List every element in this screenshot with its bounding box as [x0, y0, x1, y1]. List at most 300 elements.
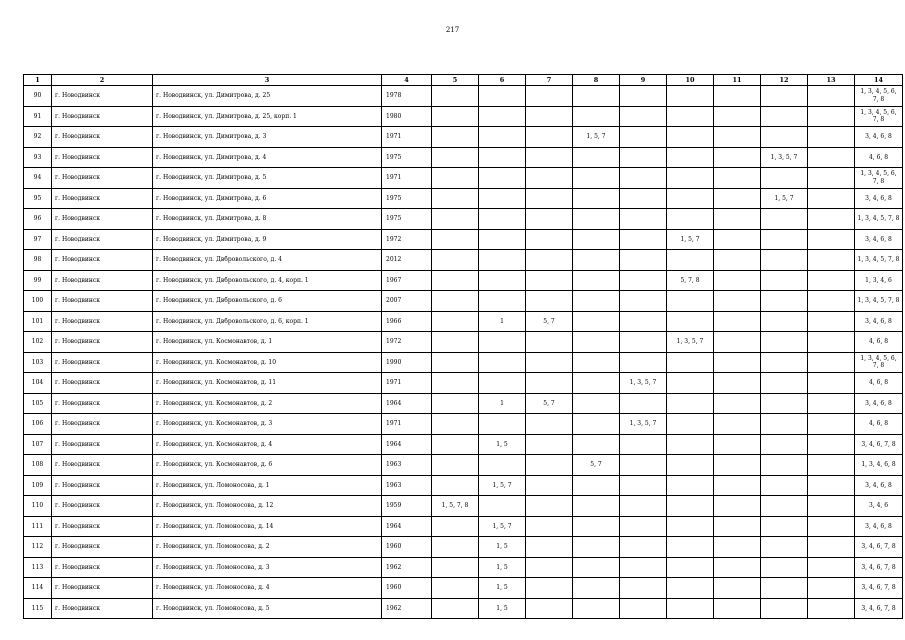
col14-cell: 3, 4, 6, 7, 8	[855, 598, 903, 619]
col8-cell	[573, 311, 620, 332]
address-cell: г. Новодвинск, ул. Космонавтов, д. 4	[153, 434, 382, 455]
col9-cell	[620, 598, 667, 619]
col14-cell: 3, 4, 6, 8	[855, 229, 903, 250]
row-number-cell: 91	[24, 106, 52, 127]
col7-cell	[526, 168, 573, 189]
col11-cell	[714, 414, 761, 435]
table-header-row	[24, 75, 903, 86]
col13-cell	[808, 455, 855, 476]
col12-cell	[761, 291, 808, 312]
col5-cell	[432, 86, 479, 107]
col13-cell	[808, 537, 855, 558]
settlement-cell: г. Новодвинск	[52, 455, 153, 476]
col8-cell	[573, 516, 620, 537]
table-row	[24, 332, 903, 353]
col14-cell: 1, 3, 4, 5, 7, 8	[855, 250, 903, 271]
table-row	[24, 291, 903, 312]
row-number-cell: 103	[24, 352, 52, 373]
address-cell: г. Новодвинск, ул. Ломоносова, д. 14	[153, 516, 382, 537]
col12-cell	[761, 270, 808, 291]
col9-cell	[620, 168, 667, 189]
col7-cell	[526, 291, 573, 312]
col14-cell: 1, 3, 4, 5, 6, 7, 8	[855, 168, 903, 189]
col11-cell	[714, 188, 761, 209]
col12-cell	[761, 168, 808, 189]
col7-cell	[526, 229, 573, 250]
row-number-cell: 97	[24, 229, 52, 250]
year-cell: 1990	[382, 352, 432, 373]
col6-cell	[479, 106, 526, 127]
col6-cell	[479, 86, 526, 107]
col7-cell	[526, 434, 573, 455]
col7-cell	[526, 414, 573, 435]
row-number-cell: 102	[24, 332, 52, 353]
col9-cell	[620, 352, 667, 373]
col11-cell	[714, 127, 761, 148]
col6-cell	[479, 291, 526, 312]
col8-cell	[573, 537, 620, 558]
column-header: 11	[714, 75, 761, 86]
col12-cell	[761, 209, 808, 230]
col13-cell	[808, 147, 855, 168]
col7-cell: 5, 7	[526, 393, 573, 414]
col14-cell: 1, 3, 4, 5, 6, 7, 8	[855, 352, 903, 373]
table-row	[24, 86, 903, 107]
year-cell: 1972	[382, 332, 432, 353]
col8-cell	[573, 147, 620, 168]
col14-cell: 3, 4, 6, 8	[855, 516, 903, 537]
col13-cell	[808, 229, 855, 250]
col12-cell	[761, 352, 808, 373]
col10-cell	[667, 434, 714, 455]
page-number: 217	[445, 26, 460, 34]
col12-cell	[761, 229, 808, 250]
settlement-cell: г. Новодвинск	[52, 557, 153, 578]
address-cell: г. Новодвинск, ул. Димитрова, д. 8	[153, 209, 382, 230]
settlement-cell: г. Новодвинск	[52, 393, 153, 414]
col10-cell	[667, 373, 714, 394]
col13-cell	[808, 291, 855, 312]
col12-cell: 1, 5, 7	[761, 188, 808, 209]
table-row	[24, 455, 903, 476]
column-header: 4	[382, 75, 432, 86]
settlement-cell: г. Новодвинск	[52, 270, 153, 291]
column-header: 5	[432, 75, 479, 86]
col7-cell	[526, 578, 573, 599]
col6-cell	[479, 127, 526, 148]
col13-cell	[808, 516, 855, 537]
col5-cell	[432, 168, 479, 189]
address-cell: г. Новодвинск, ул. Димитрова, д. 5	[153, 168, 382, 189]
col14-cell: 1, 3, 4, 6	[855, 270, 903, 291]
col11-cell	[714, 537, 761, 558]
col10-cell	[667, 516, 714, 537]
settlement-cell: г. Новодвинск	[52, 578, 153, 599]
table-row	[24, 414, 903, 435]
table-row	[24, 188, 903, 209]
col5-cell	[432, 291, 479, 312]
row-number-cell: 92	[24, 127, 52, 148]
col12-cell	[761, 434, 808, 455]
col6-cell	[479, 352, 526, 373]
column-header: 14	[855, 75, 903, 86]
col11-cell	[714, 270, 761, 291]
col6-cell: 1	[479, 311, 526, 332]
col8-cell	[573, 557, 620, 578]
col12-cell	[761, 537, 808, 558]
table-row	[24, 168, 903, 189]
col11-cell	[714, 496, 761, 517]
col11-cell	[714, 147, 761, 168]
col9-cell	[620, 455, 667, 476]
settlement-cell: г. Новодвинск	[52, 106, 153, 127]
col5-cell	[432, 352, 479, 373]
col12-cell	[761, 250, 808, 271]
year-cell: 1962	[382, 598, 432, 619]
col10-cell: 5, 7, 8	[667, 270, 714, 291]
col9-cell: 1, 3, 5, 7	[620, 373, 667, 394]
table-row	[24, 516, 903, 537]
address-cell: г. Новодвинск, ул. Космонавтов, д. 6	[153, 455, 382, 476]
table-row	[24, 209, 903, 230]
col11-cell	[714, 229, 761, 250]
table-row	[24, 373, 903, 394]
col6-cell	[479, 147, 526, 168]
col9-cell	[620, 434, 667, 455]
table-row	[24, 106, 903, 127]
col14-cell: 1, 3, 4, 5, 7, 8	[855, 291, 903, 312]
address-cell: г. Новодвинск, ул. Димитрова, д. 25	[153, 86, 382, 107]
address-cell: г. Новодвинск, ул. Ломоносова, д. 1	[153, 475, 382, 496]
row-number-cell: 106	[24, 414, 52, 435]
col8-cell	[573, 373, 620, 394]
col14-cell: 4, 6, 8	[855, 373, 903, 394]
col14-cell: 1, 3, 4, 6, 8	[855, 455, 903, 476]
col5-cell	[432, 188, 479, 209]
col7-cell	[526, 516, 573, 537]
table-row	[24, 352, 903, 373]
year-cell: 1964	[382, 393, 432, 414]
settlement-cell: г. Новодвинск	[52, 188, 153, 209]
year-cell: 1971	[382, 127, 432, 148]
col12-cell	[761, 578, 808, 599]
col11-cell	[714, 393, 761, 414]
col6-cell: 1, 5, 7	[479, 475, 526, 496]
col6-cell	[479, 373, 526, 394]
col12-cell	[761, 86, 808, 107]
col5-cell	[432, 557, 479, 578]
col6-cell: 1, 5, 7	[479, 516, 526, 537]
col12-cell: 1, 3, 5, 7	[761, 147, 808, 168]
column-header: 3	[153, 75, 382, 86]
table-row	[24, 537, 903, 558]
col5-cell	[432, 516, 479, 537]
col11-cell	[714, 332, 761, 353]
col7-cell	[526, 496, 573, 517]
col11-cell	[714, 86, 761, 107]
col10-cell	[667, 250, 714, 271]
col14-cell: 3, 4, 6, 8	[855, 127, 903, 148]
col9-cell	[620, 332, 667, 353]
col8-cell	[573, 188, 620, 209]
settlement-cell: г. Новодвинск	[52, 414, 153, 435]
settlement-cell: г. Новодвинск	[52, 332, 153, 353]
address-cell: г. Новодвинск, ул. Димитрова, д. 6	[153, 188, 382, 209]
settlement-cell: г. Новодвинск	[52, 127, 153, 148]
col9-cell	[620, 270, 667, 291]
col6-cell	[479, 414, 526, 435]
col7-cell	[526, 332, 573, 353]
col14-cell: 3, 4, 6, 7, 8	[855, 578, 903, 599]
col13-cell	[808, 393, 855, 414]
year-cell: 1966	[382, 311, 432, 332]
col7-cell	[526, 147, 573, 168]
table-row	[24, 147, 903, 168]
col9-cell	[620, 496, 667, 517]
col6-cell	[479, 168, 526, 189]
col9-cell	[620, 250, 667, 271]
row-number-cell: 112	[24, 537, 52, 558]
col6-cell	[479, 332, 526, 353]
row-number-cell: 90	[24, 86, 52, 107]
col8-cell	[573, 578, 620, 599]
year-cell: 1971	[382, 373, 432, 394]
address-cell: г. Новодвинск, ул. Двбровольского, д. 4	[153, 250, 382, 271]
table-row	[24, 434, 903, 455]
col12-cell	[761, 455, 808, 476]
col14-cell: 3, 4, 6	[855, 496, 903, 517]
table-row	[24, 598, 903, 619]
col10-cell	[667, 578, 714, 599]
col8-cell	[573, 496, 620, 517]
year-cell: 1959	[382, 496, 432, 517]
col11-cell	[714, 168, 761, 189]
col9-cell	[620, 209, 667, 230]
col12-cell	[761, 106, 808, 127]
settlement-cell: г. Новодвинск	[52, 86, 153, 107]
col7-cell	[526, 209, 573, 230]
year-cell: 2012	[382, 250, 432, 271]
table-row	[24, 496, 903, 517]
col10-cell	[667, 414, 714, 435]
row-number-cell: 114	[24, 578, 52, 599]
col6-cell: 1	[479, 393, 526, 414]
table-row	[24, 229, 903, 250]
col14-cell: 3, 4, 6, 7, 8	[855, 537, 903, 558]
address-cell: г. Новодвинск, ул. Димитрова, д. 9	[153, 229, 382, 250]
address-cell: г. Новодвинск, ул. Ломоносова, д. 2	[153, 537, 382, 558]
year-cell: 1980	[382, 106, 432, 127]
col14-cell: 3, 4, 6, 7, 8	[855, 557, 903, 578]
col7-cell	[526, 475, 573, 496]
col11-cell	[714, 106, 761, 127]
col7-cell	[526, 598, 573, 619]
col6-cell: 1, 5	[479, 598, 526, 619]
row-number-cell: 95	[24, 188, 52, 209]
settlement-cell: г. Новодвинск	[52, 229, 153, 250]
col8-cell	[573, 598, 620, 619]
col5-cell	[432, 537, 479, 558]
row-number-cell: 98	[24, 250, 52, 271]
column-header: 8	[573, 75, 620, 86]
col9-cell	[620, 475, 667, 496]
col14-cell: 1, 3, 4, 5, 6, 7, 8	[855, 86, 903, 107]
col10-cell	[667, 168, 714, 189]
year-cell: 1971	[382, 414, 432, 435]
row-number-cell: 115	[24, 598, 52, 619]
year-cell: 1963	[382, 455, 432, 476]
col14-cell: 1, 3, 4, 5, 6, 7, 8	[855, 106, 903, 127]
col13-cell	[808, 557, 855, 578]
col6-cell: 1, 5	[479, 578, 526, 599]
col13-cell	[808, 578, 855, 599]
settlement-cell: г. Новодвинск	[52, 352, 153, 373]
col9-cell: 1, 3, 5, 7	[620, 414, 667, 435]
table-row	[24, 250, 903, 271]
col13-cell	[808, 311, 855, 332]
col11-cell	[714, 578, 761, 599]
col12-cell	[761, 332, 808, 353]
col8-cell	[573, 434, 620, 455]
col6-cell	[479, 270, 526, 291]
col12-cell	[761, 414, 808, 435]
col5-cell	[432, 578, 479, 599]
col6-cell	[479, 229, 526, 250]
address-cell: г. Новодвинск, ул. Космонавтов, д. 10	[153, 352, 382, 373]
col10-cell	[667, 496, 714, 517]
col13-cell	[808, 86, 855, 107]
settlement-cell: г. Новодвинск	[52, 291, 153, 312]
year-cell: 2007	[382, 291, 432, 312]
col13-cell	[808, 598, 855, 619]
col5-cell	[432, 332, 479, 353]
col9-cell	[620, 188, 667, 209]
row-number-cell: 99	[24, 270, 52, 291]
column-header: 12	[761, 75, 808, 86]
col14-cell: 4, 6, 8	[855, 414, 903, 435]
address-cell: г. Новодвинск, ул. Космонавтов, д. 3	[153, 414, 382, 435]
column-header: 6	[479, 75, 526, 86]
col8-cell: 1, 5, 7	[573, 127, 620, 148]
col5-cell	[432, 209, 479, 230]
col10-cell	[667, 537, 714, 558]
col5-cell: 1, 5, 7, 8	[432, 496, 479, 517]
row-number-cell: 94	[24, 168, 52, 189]
col10-cell	[667, 209, 714, 230]
col11-cell	[714, 373, 761, 394]
col11-cell	[714, 598, 761, 619]
col9-cell	[620, 311, 667, 332]
col7-cell	[526, 86, 573, 107]
col6-cell	[479, 250, 526, 271]
year-cell: 1963	[382, 475, 432, 496]
col6-cell: 1, 5	[479, 557, 526, 578]
address-cell: г. Новодвинск, ул. Ломоносова, д. 3	[153, 557, 382, 578]
col10-cell	[667, 86, 714, 107]
col8-cell	[573, 168, 620, 189]
col5-cell	[432, 147, 479, 168]
col10-cell: 1, 5, 7	[667, 229, 714, 250]
col7-cell: 5, 7	[526, 311, 573, 332]
col10-cell	[667, 311, 714, 332]
settlement-cell: г. Новодвинск	[52, 516, 153, 537]
table-row	[24, 270, 903, 291]
col13-cell	[808, 434, 855, 455]
col11-cell	[714, 352, 761, 373]
col5-cell	[432, 414, 479, 435]
row-number-cell: 100	[24, 291, 52, 312]
col14-cell: 3, 4, 6, 8	[855, 188, 903, 209]
row-number-cell: 111	[24, 516, 52, 537]
col10-cell	[667, 455, 714, 476]
col8-cell	[573, 229, 620, 250]
table-row	[24, 578, 903, 599]
column-header: 2	[52, 75, 153, 86]
row-number-cell: 104	[24, 373, 52, 394]
settlement-cell: г. Новодвинск	[52, 475, 153, 496]
col10-cell	[667, 475, 714, 496]
settlement-cell: г. Новодвинск	[52, 311, 153, 332]
year-cell: 1971	[382, 168, 432, 189]
col13-cell	[808, 188, 855, 209]
row-number-cell: 105	[24, 393, 52, 414]
col10-cell	[667, 291, 714, 312]
col8-cell	[573, 332, 620, 353]
settlement-cell: г. Новодвинск	[52, 373, 153, 394]
col9-cell	[620, 557, 667, 578]
col11-cell	[714, 475, 761, 496]
col13-cell	[808, 250, 855, 271]
col11-cell	[714, 311, 761, 332]
settlement-cell: г. Новодвинск	[52, 209, 153, 230]
col10-cell	[667, 598, 714, 619]
col13-cell	[808, 352, 855, 373]
col11-cell	[714, 557, 761, 578]
col9-cell	[620, 516, 667, 537]
col7-cell	[526, 557, 573, 578]
row-number-cell: 107	[24, 434, 52, 455]
row-number-cell: 109	[24, 475, 52, 496]
address-cell: г. Новодвинск, ул. Димитрова, д. 4	[153, 147, 382, 168]
col5-cell	[432, 455, 479, 476]
col9-cell	[620, 291, 667, 312]
col8-cell	[573, 209, 620, 230]
address-cell: г. Новодвинск, ул. Космонавтов, д. 2	[153, 393, 382, 414]
column-header: 1	[24, 75, 52, 86]
col10-cell	[667, 147, 714, 168]
settlement-cell: г. Новодвинск	[52, 496, 153, 517]
col7-cell	[526, 106, 573, 127]
row-number-cell: 96	[24, 209, 52, 230]
col5-cell	[432, 106, 479, 127]
col5-cell	[432, 311, 479, 332]
table-row	[24, 475, 903, 496]
col12-cell	[761, 516, 808, 537]
col7-cell	[526, 455, 573, 476]
column-header: 13	[808, 75, 855, 86]
column-header: 7	[526, 75, 573, 86]
year-cell: 1960	[382, 537, 432, 558]
col8-cell	[573, 250, 620, 271]
col8-cell	[573, 270, 620, 291]
col9-cell	[620, 147, 667, 168]
col9-cell	[620, 537, 667, 558]
col9-cell	[620, 127, 667, 148]
col14-cell: 3, 4, 6, 8	[855, 393, 903, 414]
year-cell: 1978	[382, 86, 432, 107]
col8-cell	[573, 475, 620, 496]
col7-cell	[526, 537, 573, 558]
